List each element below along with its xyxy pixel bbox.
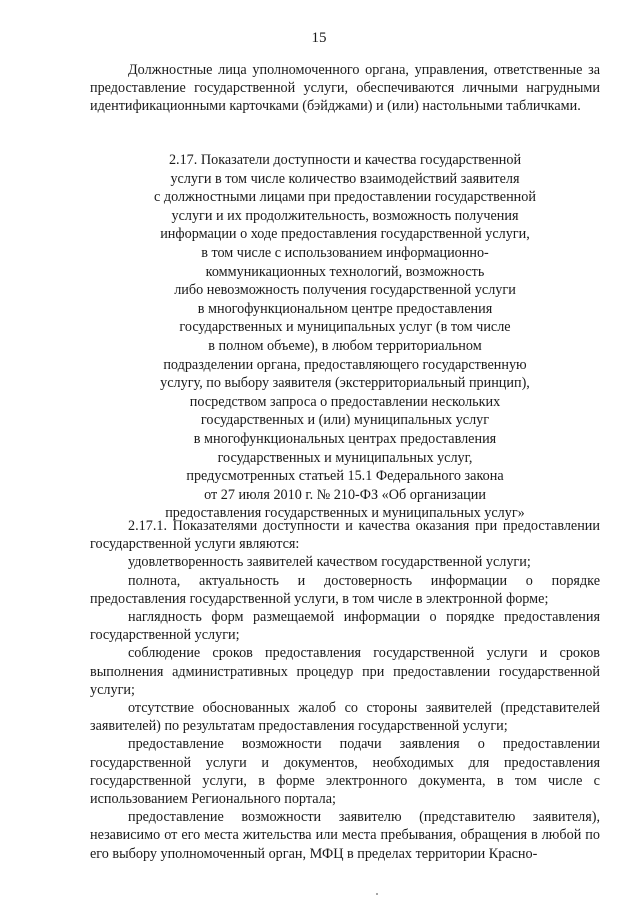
heading-line: подразделении органа, предоставляющего государственную bbox=[163, 356, 527, 373]
heading-line: государственных и муниципальных услуг (в том числе bbox=[179, 319, 511, 336]
heading-line: информации о ходе предоставления государственной услуги, bbox=[160, 226, 530, 243]
list-item: предоставление возможности заявителю (представителю заявителя), независимо от его места жительства или места пребывания, обращения в любой по его выбору уполномоченный орган, МФЦ в пределах территории Красно- bbox=[90, 809, 600, 862]
heading-line: 2.17. Показатели доступности и качества государственной bbox=[168, 152, 522, 168]
heading-line: услуги и их продолжительность, возможность получения bbox=[171, 207, 519, 224]
heading-line: услуги в том числе количество взаимодействий заявителя bbox=[170, 170, 520, 187]
list-item: удовлетворенность заявителей качеством государственной услуги; bbox=[128, 554, 531, 571]
heading-line: в полном объеме), в любом территориальном bbox=[208, 337, 482, 354]
intro-section bbox=[90, 61, 600, 116]
heading-line: либо невозможность получения государственной услуги bbox=[174, 282, 516, 299]
list-lead-paragraph: 2.17.1. Показателями доступности и качества оказания при предоставлении государственной услуги являются: bbox=[90, 518, 600, 553]
heading-line: государственных и (или) муниципальных услуг bbox=[200, 412, 490, 429]
scan-speck bbox=[376, 893, 378, 895]
heading-line: с должностными лицами при предоставлении государственной bbox=[154, 189, 536, 206]
heading-line: в многофункциональном центре предоставления bbox=[197, 300, 493, 317]
heading-line: государственных и муниципальных услуг, bbox=[217, 449, 473, 466]
list-item: соблюдение сроков предоставления государственной услуги и сроков выполнения административных процедур при предоставлении государственной услуги; bbox=[90, 645, 600, 698]
heading-line: посредством запроса о предоставлении нескольких bbox=[189, 393, 501, 410]
page-number: 15 bbox=[311, 30, 327, 46]
indicators-section bbox=[90, 517, 600, 863]
heading-line: коммуникационных технологий, возможность bbox=[205, 263, 485, 280]
heading-line: от 27 июля 2010 г. № 210-ФЗ «Об организации bbox=[204, 486, 486, 503]
heading-line: предусмотренных статьей 15.1 Федерального закона bbox=[186, 468, 504, 485]
list-item: наглядность форм размещаемой информации о порядке предоставления государственной услуги; bbox=[90, 609, 600, 644]
intro-paragraph: Должностные лица уполномоченного органа, управления, ответственные за предоставление государственной услуги, обеспечиваются личными нагрудными идентификационными карточками (бэйджами) и (или) настольными табличками. bbox=[90, 62, 600, 115]
list-item: предоставление возможности подачи заявления о предоставлении государственной услуги и документов, необходимых для предоставления государственной услуги, в форме электронного документа, в том числе с использованием Регионального портала; bbox=[90, 736, 600, 808]
list-item: отсутствие обоснованных жалоб со стороны заявителей (представителей заявителей) по результатам предоставления государственной услуги; bbox=[90, 700, 600, 735]
section-heading bbox=[90, 151, 600, 523]
heading-line: услугу, по выбору заявителя (экстерриториальный принцип), bbox=[160, 375, 530, 392]
list-item: полнота, актуальность и достоверность информации о порядке предоставления государственной услуги, в том числе в электронной форме; bbox=[90, 572, 600, 607]
heading-line: в том числе с использованием информационно- bbox=[201, 244, 489, 261]
heading-line: в многофункциональных центрах предоставления bbox=[193, 430, 497, 447]
heading-line: предоставления государственных и муниципальных услуг» bbox=[165, 505, 525, 522]
